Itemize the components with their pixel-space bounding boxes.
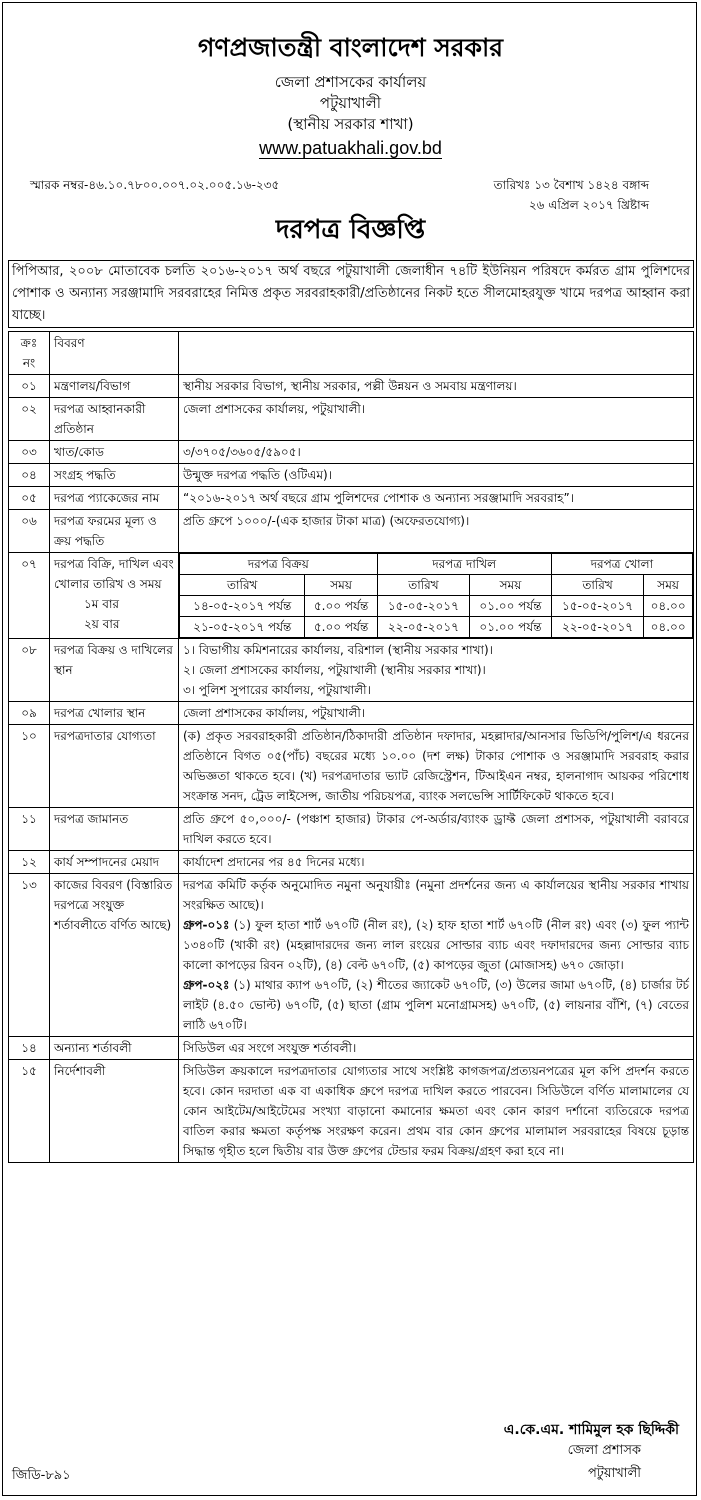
submit-date: ২২-০৫-২০১৭ (377, 617, 469, 638)
row-value: সিডিউল ক্রয়কালে দরপত্রদাতার যোগ্যতার সাথে সংশ্লিষ্ট কাগজপত্র/প্রত্যয়নপত্রের মূল কপি প্রদর্শন করতে হবে। কোন দরদাতা এক বা একাধিক গ্রুপে দরপত্র দাখিল করতে পারবেন। সিডিউলে বর্ণিত মালামালের যে কোন আইটেম/আইটেমের সংখ্যা বাড়ানো কমানোর ক্ষমতা এবং কোন কারণ দর্শানো ব্যতিরেকে দরপত্র বাতিল করার ক্ষমতা কর্তৃপক্ষ সংরক্ষণ করেন। প্রথম বার কোন গ্রুপের মালামাল সরবরাহের বিষয়ে চূড়ান্ত সিদ্ধান্ত গৃহীত হলে দ্বিতীয় বার উক্ত গ্রুপের টেন্ডার ফরম বিক্রয়/গ্রহণ করা হবে না। (179, 1060, 694, 1163)
government-heading: গণপ্রজাতন্ত্রী বাংলাদেশ সরকার (198, 33, 503, 62)
row-label: কাজের বিবরণ (বিস্তারিত দরপত্রে সংযুক্ত শর্তাবলীতে বর্ণিত আছে) (50, 874, 179, 1037)
header-serial: ক্রঃ নং (9, 332, 50, 375)
date-bangla: তারিখঃ ১৩ বৈশাখ ১৪২৪ বঙ্গাব্দ (493, 178, 649, 192)
row-number: ০৪ (9, 464, 50, 487)
table-header-row (9, 332, 694, 375)
date-header: তারিখ (377, 575, 469, 596)
row-number: ১৪ (9, 1037, 50, 1060)
date-header: তারিখ (180, 575, 305, 596)
row-number: ১১ (9, 808, 50, 851)
row-label: দরপত্র আহ্বানকারী প্রতিষ্ঠান (50, 398, 179, 441)
header-empty (179, 332, 694, 375)
row-value: কার্যাদেশ প্রদানের পর ৪৫ দিনের মধ্যে। (179, 851, 694, 874)
table-row (9, 851, 694, 874)
table-row (9, 1037, 694, 1060)
schedule-label-text: দরপত্র বিক্রি, দাখিল এবং খোলার তারিখ ও সময় (54, 557, 174, 591)
row-value: ৩/৩৭০৫/৩৬০৫/৫৯০৫। (179, 441, 694, 464)
row-value: স্থানীয় সরকার বিভাগ, স্থানীয় সরকার, পল্লী উন্নয়ন ও সমবায় মন্ত্রণালয়। (179, 375, 694, 398)
district-name: পটুয়াখালী (319, 94, 382, 112)
place-line: ৩। পুলিশ সুপারের কার্যালয়, পটুয়াখালী। (183, 683, 371, 697)
row-label: দরপত্র খোলার স্থান (50, 702, 179, 725)
table-row (9, 487, 694, 510)
row-value: উন্মুক্ত দরপত্র পদ্ধতি (ওটিএম)। (179, 464, 694, 487)
row-label: অন্যান্য শর্তাবলী (50, 1037, 179, 1060)
row-label: দরপত্র প্যাকেজের নাম (50, 487, 179, 510)
intro-paragraph: পিপিআর, ২০০৮ মোতাবেক চলতি ২০১৬-২০১৭ অর্থ বছরে পটুয়াখালী জেলাধীন ৭৪টি ইউনিয়ন পরিষদে কর্মরত গ্রাম পুলিশদের পোশাক ও অন্যান্য সরঞ্জামাদি সরবরাহের নিমিত্ত প্রকৃত সরবরাহকারী/প্রতিষ্ঠানের নিকট হতে সীলমোহরযুক্ত খামে দরপত্র আহ্বান করা যাচ্ছে। (8, 260, 694, 328)
row-number: ১৩ (9, 874, 50, 1037)
row-value: জেলা প্রশাসকের কার্যালয়, পটুয়াখালী। (179, 398, 694, 441)
work-intro: দরপত্র কমিটি কর্তৃক অনুমোদিত নমুনা অনুযায়ীঃ (নমুনা প্রদর্শনের জন্য এ কার্যালয়ের স্থানীয় সরকার শাখায় সংরক্ষিত আছে)। (183, 878, 689, 912)
sale-time: ৫.০০ পর্যন্ত (305, 617, 377, 638)
tender-table (8, 331, 694, 1163)
row-label: দরপত্রদাতার যোগ্যতা (50, 725, 179, 808)
group-1 (183, 915, 689, 975)
sale-date: ২১-০৫-২০১৭ পর্যন্ত (180, 617, 305, 638)
table-row (9, 1060, 694, 1163)
table-row (9, 441, 694, 464)
row-value: সিডিউল এর সংগে সংযুক্ত শর্তাবলী। (179, 1037, 694, 1060)
branch-name: (স্থানীয় সরকার শাখা) (287, 115, 414, 133)
row-value: প্রতি গ্রুপে ৫০,০০০/- (পঞ্চাশ হাজার) টাকার পে-অর্ডার/ব্যাংক ড্রাফ্ট জেলা প্রশাসক, পটুয়াখালী বরাবরে দাখিল করতে হবে। (179, 808, 694, 851)
time-header: সময় (305, 575, 377, 596)
sale-time: ৫.০০ পর্যন্ত (305, 596, 377, 617)
row-label: দরপত্র বিক্রয় ও দাখিলের স্থান (50, 639, 179, 702)
table-row (9, 702, 694, 725)
row-number: ০৬ (9, 510, 50, 553)
schedule-table (179, 553, 693, 638)
row-number: ০৮ (9, 639, 50, 702)
office-name: জেলা প্রশাসকের কার্যালয় (274, 73, 427, 91)
website-link[interactable]: www.patuakhali.gov.bd (259, 138, 442, 158)
round-2-label: ২য় বার (84, 617, 120, 631)
row-number: ০২ (9, 398, 50, 441)
row-number: ১২ (9, 851, 50, 874)
group-2-label: গ্রুপ-০২ঃ (183, 978, 230, 992)
schedule-cell (179, 553, 694, 639)
round-1-label: ১ম বার (84, 597, 120, 611)
signatory-designation: জেলা প্রশাসক (567, 1443, 641, 1458)
open-header: দরপত্র খোলা (551, 554, 692, 575)
submit-time: ০১.০০ পর্যন্ত (470, 596, 552, 617)
row-number: ০৯ (9, 702, 50, 725)
open-date: ১৫-০৫-২০১৭ (551, 596, 643, 617)
place-line: ২। জেলা প্রশাসকের কার্যালয়, পটুয়াখালী (স্থানীয় সরকার শাখা)। (183, 663, 486, 677)
table-row (9, 725, 694, 808)
place-line: ১। বিভাগীয় কমিশনারের কার্যালয়, বরিশাল (স্থানীয় সরকার শাখা)। (183, 643, 493, 657)
group-1-label: গ্রুপ-০১ঃ (183, 918, 230, 932)
row-number: ০১ (9, 375, 50, 398)
row-label: দরপত্র জামানত (50, 808, 179, 851)
signatory-place: পটুয়াখালী (587, 1466, 641, 1481)
schedule-row (9, 553, 694, 639)
group-1-text: (১) ফুল হাতা শার্ট ৬৭০টি (নীল রং), (২) হাফ হাতা শার্ট ৬৭০টি (নীল রং) এবং (৩) ফুল প্যান্ট ১৩৪০টি (খাকী রং) (মহল্লাদারদের জন্য লাল রংয়ের সোল্ডার ব্যাচ এবং দফাদারদের জন্য সোল্ডার ব্যাচ কালো কাপড়ের রিবন ০২টি), (৪) বেল্ট ৬৭০টি, (৫) কাপড়ের জুতা (মোজাসহ) ৬৭০ জোড়া। (183, 918, 689, 972)
row-number: ০৭ (9, 553, 50, 639)
memo-number: স্মারক নম্বর-৪৬.১০.৭৮০০.০০৭.০২.০০৫.১৬-২৩৫ (30, 178, 280, 192)
submit-header: দরপত্র দাখিল (377, 554, 551, 575)
table-row (9, 398, 694, 441)
group-2 (183, 975, 689, 1035)
open-date: ২২-০৫-২০১৭ (551, 617, 643, 638)
submit-date: ১৫-০৫-২০১৭ (377, 596, 469, 617)
row-number: ১০ (9, 725, 50, 808)
row-number: ০৩ (9, 441, 50, 464)
row-value: (ক) প্রকৃত সরবরাহকারী প্রতিষ্ঠান/ঠিকাদারী প্রতিষ্ঠান দফাদার, মহল্লাদার/আনসার ভিডিপি/পুলিশ/এ ধরনের প্রতিষ্ঠানে বিগত ০৫(পাঁচ) বছরের মধ্যে ১০.০০ (দশ লক্ষ) টাকার পোশাক ও সরঞ্জামাদি সরবরাহ করার অভিজ্ঞতা থাকতে হবে। (খ) দরপত্রদাতার ভ্যাট রেজিস্ট্রেশন, টিআইএন নম্বর, হালনাগাদ আয়কর পরিশোধ সংক্রান্ত সনদ, ট্রেড লাইসেন্স, জাতীয় পরিচয়পত্র, ব্যাংক সলভেন্সি সার্টিফিকেট থাকতে হবে। (179, 725, 694, 808)
row-label: সংগ্রহ পদ্ধতি (50, 464, 179, 487)
sale-header: দরপত্র বিক্রয় (180, 554, 378, 575)
gd-number: জিডি-৮৯১ (12, 1468, 71, 1483)
open-time: ০৪.০০ (644, 617, 693, 638)
schedule-round-2 (180, 617, 693, 638)
date-header: তারিখ (551, 575, 643, 596)
row-value (179, 639, 694, 702)
submit-time: ০১.০০ পর্যন্ত (470, 617, 552, 638)
row-label: মন্ত্রণালয়/বিভাগ (50, 375, 179, 398)
date-english: ২৬ এপ্রিল ২০১৭ খ্রিষ্টাব্দ (528, 198, 649, 212)
row-value: প্রতি গ্রুপে ১০০০/-(এক হাজার টাকা মাত্র) (অফেরতযোগ্য)। (179, 510, 694, 553)
row-value (179, 874, 694, 1037)
header-description: বিবরণ (50, 332, 179, 375)
time-header: সময় (470, 575, 552, 596)
row-label: খাত/কোড (50, 441, 179, 464)
schedule-label (50, 553, 179, 639)
notice-title: দরপত্র বিজ্ঞপ্তি (275, 215, 426, 245)
row-value: “২০১৬-২০১৭ অর্থ বছরে গ্রাম পুলিশদের পোশাক ও অন্যান্য সরঞ্জামাদি সরবরাহ”। (179, 487, 694, 510)
table-row (9, 510, 694, 553)
table-row (9, 874, 694, 1037)
table-row (9, 464, 694, 487)
row-label: কার্য সম্পাদনের মেয়াদ (50, 851, 179, 874)
row-label: নির্দেশাবলী (50, 1060, 179, 1163)
signatory-name: এ.কে.এম. শামিমুল হক ছিদ্দিকী (503, 1422, 679, 1438)
time-header: সময় (644, 575, 693, 596)
group-2-text: (১) মাথার ক্যাপ ৬৭০টি, (২) শীতের জ্যাকেট ৬৭০টি, (৩) উলের জামা ৬৭০টি, (৪) চার্জার টর্চ লাইট (৪.৫০ ভোল্ট) ৬৭০টি, (৫) ছাতা (গ্রাম পুলিশ মনোগ্রামসহ) ৬৭০টি, (৫) লায়নার বাঁশি, (৭) বেতের লাঠি ৬৭০টি। (183, 978, 689, 1032)
table-row (9, 639, 694, 702)
row-label: দরপত্র ফরমের মূল্য ও ক্রয় পদ্ধতি (50, 510, 179, 553)
sale-date: ১৪-০৫-২০১৭ পর্যন্ত (180, 596, 305, 617)
open-time: ০৪.০০ (644, 596, 693, 617)
row-number: ০৫ (9, 487, 50, 510)
row-number: ১৫ (9, 1060, 50, 1163)
row-value: জেলা প্রশাসকের কার্যালয়, পটুয়াখালী। (179, 702, 694, 725)
table-row (9, 808, 694, 851)
schedule-round-1 (180, 596, 693, 617)
table-row (9, 375, 694, 398)
